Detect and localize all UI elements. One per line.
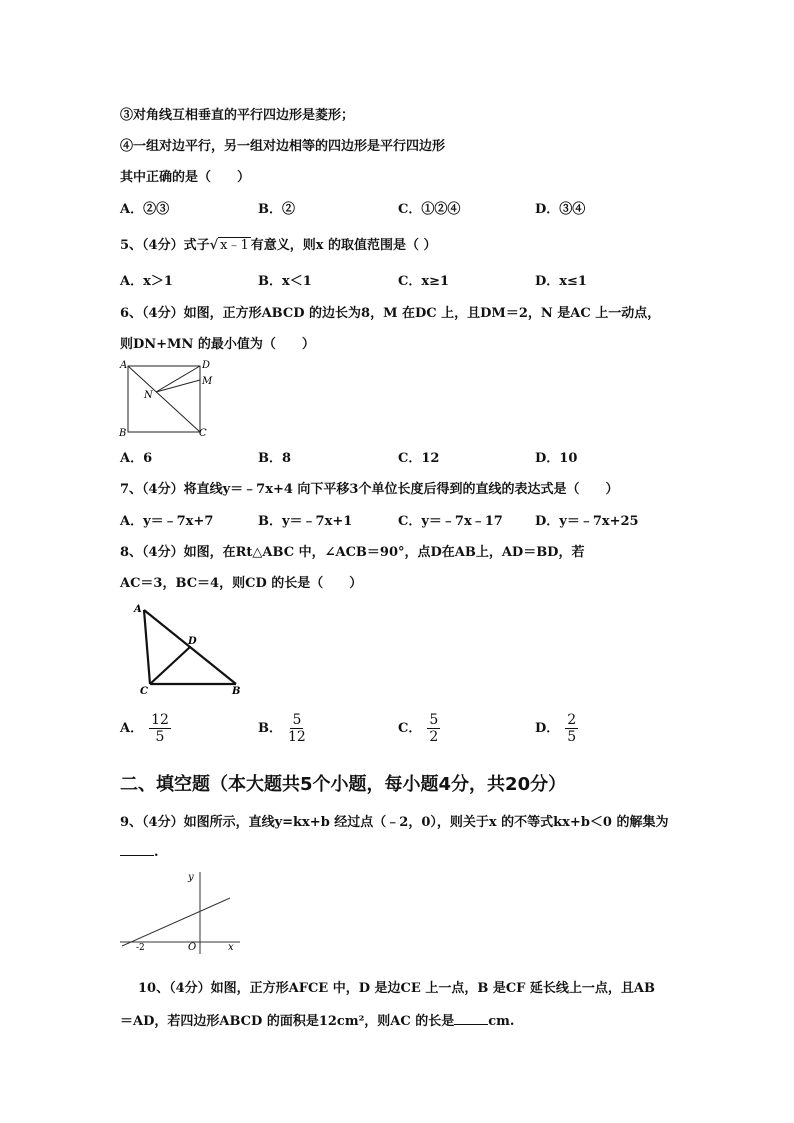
q10-line2-prefix: ＝AD，若四边形ABCD 的面积是12cm²，则AC 的长是 (120, 1014, 455, 1029)
q6-label-n: N (144, 390, 153, 401)
q8-line1: 8、（4分）如图，在Rt△ABC 中，∠ACB＝90°，点D在AB上，AD＝BD，若 (120, 545, 585, 560)
q8-option-c (398, 712, 440, 745)
q8-label-c: C (140, 686, 148, 697)
q4-question: 其中正确的是（ ） (120, 170, 251, 185)
q8-option-a-num: 12 (151, 712, 169, 728)
q9-line-kx-b (122, 898, 230, 946)
q8-label-d: D (188, 636, 197, 647)
q8-option-b-fraction (288, 712, 306, 745)
q6-option-a: A．6 (120, 451, 153, 466)
q6-option-b: B．8 (258, 451, 292, 466)
q9-answer-blank[interactable] (120, 855, 154, 856)
q8-option-b-num: 5 (292, 712, 302, 728)
q8-figure (128, 600, 254, 700)
q8-option-d-fraction (565, 712, 578, 745)
q6-option-d: D．10 (535, 451, 578, 466)
q8-option-c-fraction (427, 712, 440, 745)
q8-option-c-num: 5 (429, 712, 439, 728)
q7-option-c: C．y＝﹣7x﹣17 (398, 514, 503, 529)
q9-line1: 9、（4分）如图所示，直线y=kx+b 经过点（﹣2，0），则关于x 的不等式kx+b＜0 的解集为 (120, 815, 669, 830)
q9-label-origin: O (188, 942, 197, 953)
q8-option-b (258, 712, 306, 745)
q4-option-d: D．③④ (535, 202, 586, 217)
q5-radicand: x﹣1 (220, 238, 249, 253)
q6-label-d: D (202, 360, 211, 371)
q8-segment-cd (150, 647, 190, 684)
q7-text: 7、（4分）将直线y＝﹣7x+4 向下平移3个单位长度后得到的直线的表达式是（ ） (120, 482, 619, 497)
q9-label-y: y (188, 872, 194, 883)
q10-answer-blank[interactable] (454, 1024, 488, 1025)
q6-label-b: B (119, 428, 127, 439)
q9-figure (116, 866, 246, 960)
section-heading-fill-in: 二、填空题（本大题共5个小题，每小题4分，共20分） (120, 774, 567, 795)
q6-option-c: C．12 (398, 451, 440, 466)
q5-text (120, 234, 437, 253)
q8-label-b: B (232, 686, 241, 697)
q4-option-c: C．①②④ (398, 202, 461, 217)
q8-option-b-letter: B． (258, 721, 282, 736)
q8-option-a-fraction (149, 712, 171, 745)
q9-line2-suffix: . (154, 845, 159, 860)
q4-option-a: A．②③ (120, 202, 170, 217)
q6-label-m: M (202, 376, 213, 387)
q6-segment-dn (156, 366, 200, 392)
statement-3: ③对角线互相垂直的平行四边形是菱形； (120, 108, 355, 123)
q6-diagonal-ac (128, 366, 200, 432)
q8-option-c-letter: C． (398, 721, 422, 736)
q6-line2: 则DN+MN 的最小值为（ ） (120, 337, 315, 352)
q4-option-b: B．② (258, 202, 295, 217)
q8-option-c-den: 2 (429, 729, 439, 745)
q5-option-b: B．x＜1 (258, 274, 312, 289)
q6-line1: 6、（4分）如图，正方形ABCD 的边长为8，M 在DC 上，且DM＝2，N 是AC 上一动点， (120, 306, 661, 321)
q10-line2-suffix: cm. (488, 1014, 515, 1029)
q9-line2 (120, 845, 159, 860)
q8-option-d-letter: D． (535, 721, 560, 736)
q5-suffix: 有意义，则x 的取值范围是（ ） (250, 238, 437, 253)
q6-label-a: A (120, 360, 128, 371)
q6-label-c: C (199, 428, 207, 439)
q6-segment-mn (156, 380, 200, 392)
q8-option-d-den: 5 (567, 729, 577, 745)
q10-line1: 10、（4分）如图，正方形AFCE 中，D 是边CE 上一点，B 是CF 延长线上一点，且AB (138, 981, 656, 996)
q5-option-d: D．x≤1 (535, 274, 587, 289)
q8-option-b-den: 12 (288, 729, 306, 745)
statement-4: ④一组对边平行，另一组对边相等的四边形是平行四边形 (120, 139, 446, 154)
q8-option-d (535, 712, 578, 745)
q8-side-ac (144, 610, 150, 684)
q8-option-a-den: 5 (155, 729, 165, 745)
q8-option-a-letter: A． (120, 721, 144, 736)
q5-option-a: A．x＞1 (120, 274, 173, 289)
q8-option-d-num: 2 (567, 712, 577, 728)
q8-line2: AC＝3，BC＝4，则CD 的长是（ ） (120, 576, 363, 591)
q5-prefix: 5、（4分）式子 (120, 238, 210, 253)
q7-option-d: D．y＝﹣7x+25 (535, 514, 639, 529)
q8-option-a (120, 712, 171, 745)
q6-figure (116, 356, 216, 440)
q5-option-c: C．x≥1 (398, 274, 450, 289)
q7-option-b: B．y＝﹣7x+1 (258, 514, 353, 529)
q9-label-x: x (228, 942, 234, 953)
q7-option-a: A．y＝﹣7x+7 (120, 514, 214, 529)
q10-line2 (120, 1010, 514, 1029)
q9-label-neg2: -2 (136, 943, 145, 953)
q5-sqrt: √ x﹣1 (209, 238, 249, 253)
q8-label-a: A (134, 604, 142, 615)
